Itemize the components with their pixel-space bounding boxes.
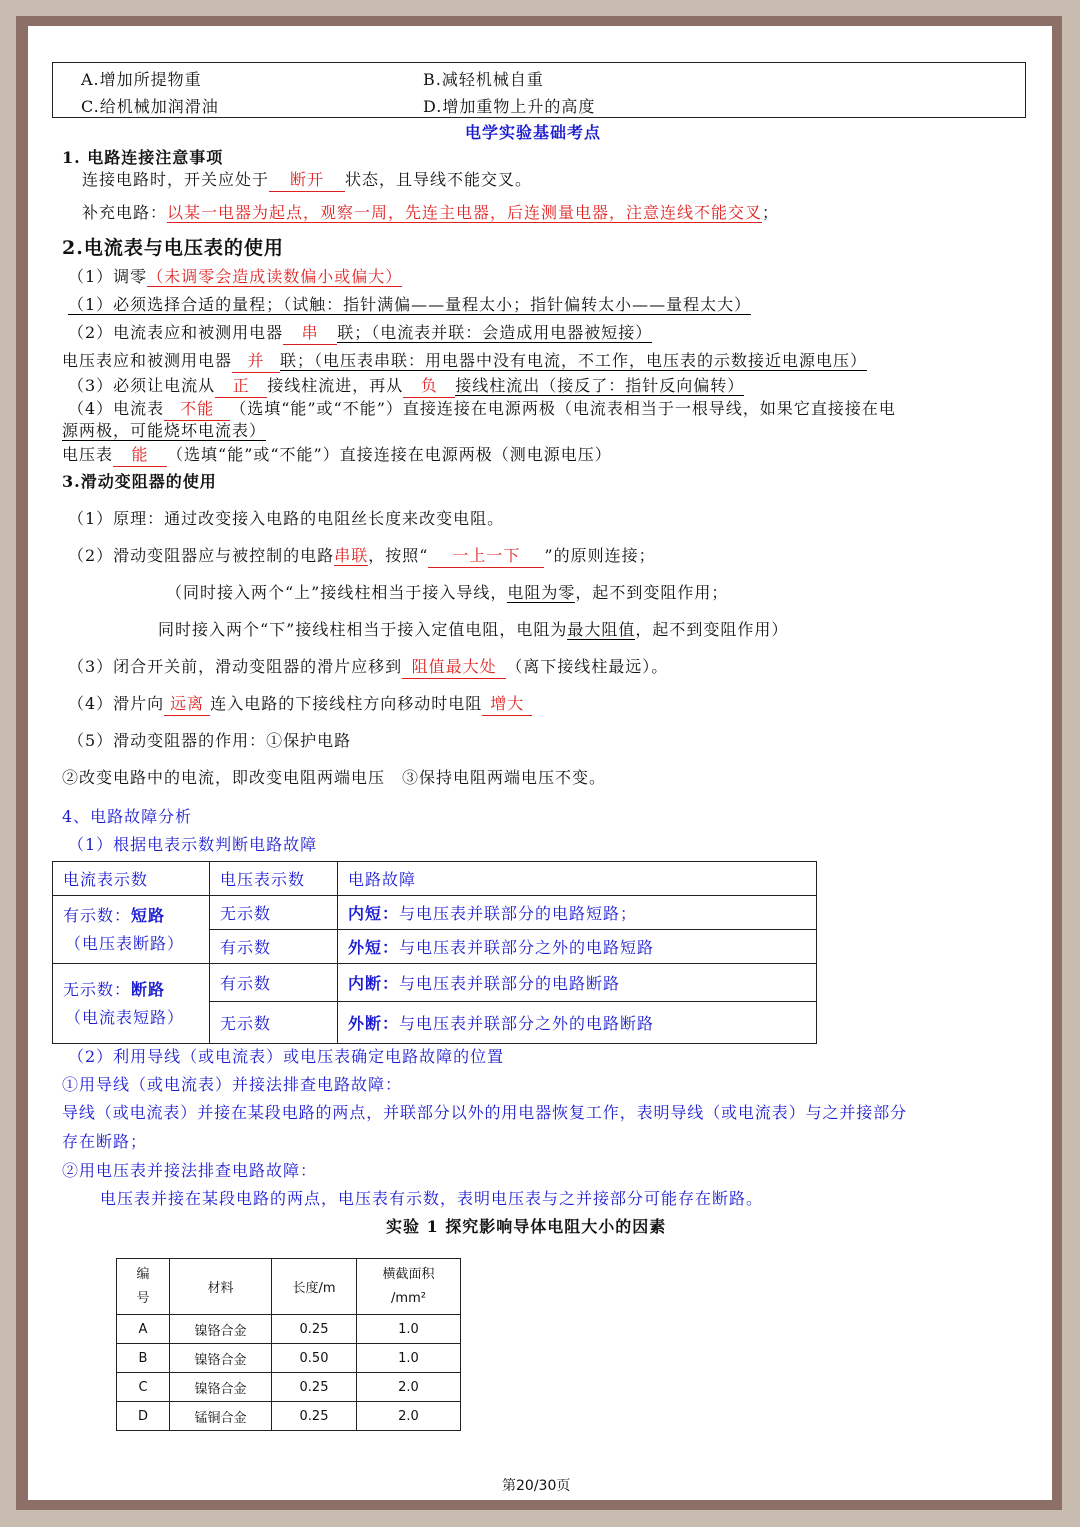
s4-sub1: （1）根据电表示数判断电路故障 — [68, 835, 318, 854]
experiment-title: 实验 1 探究影响导体电阻大小的因素 — [386, 1217, 667, 1236]
s3-p7: （5）滑动变阻器的作用：①保护电路 — [68, 731, 352, 750]
cell-r1-fault: 内短：与电压表并联部分的电路短路； — [338, 896, 817, 930]
row-d-area: 2.0 — [357, 1402, 461, 1431]
option-b: B.减轻机械自重 — [423, 70, 544, 89]
section-title: 电学实验基础考点 — [465, 123, 602, 142]
cell-r1-voltmeter: 无示数 — [210, 896, 338, 930]
blank-switch-state: 断开 — [269, 169, 345, 192]
th-id: 编 号 — [117, 1259, 170, 1315]
method2-text: 电压表并接在某段电路的两点，电压表有示数，表明电压表与之并接部分可能存在断路。 — [100, 1189, 764, 1208]
fault-table — [52, 861, 817, 1044]
s3-p2: （2）滑动变阻器应与被控制的电路串联，按照“ 一上一下 ”的原则连接； — [68, 545, 656, 568]
s2-heading: 2.电流表与电压表的使用 — [62, 237, 284, 259]
s2-l8: 电压表 能 （选填“能”或“不能”）直接连接在电源两极（测电源电压） — [62, 444, 612, 467]
row-b-id: B — [117, 1344, 170, 1373]
method1-text2: 存在断路； — [62, 1132, 148, 1151]
cell-r4-fault: 外断：与电压表并联部分之外的电路断路 — [338, 1002, 817, 1044]
s3-p4: 同时接入两个“下”接线柱相当于接入定值电阻，电阻为最大阻值，起不到变阻作用） — [158, 620, 789, 639]
s1-line2: 补充电路：以某一电器为起点，观察一周，先连主电器，后连测量电器，注意连线不能交叉； — [82, 203, 780, 222]
option-a: A.增加所提物重 — [81, 70, 202, 89]
th-length: 长度/m — [272, 1259, 357, 1315]
method2-title: ②用电压表并接法排查电路故障： — [62, 1161, 318, 1180]
option-c: C.给机械加润滑油 — [81, 97, 219, 116]
answer-options-box — [52, 62, 1026, 118]
row-a-material: 镍铬合金 — [170, 1315, 272, 1344]
row-a-id: A — [117, 1315, 170, 1344]
s3-p3: （同时接入两个“上”接线柱相当于接入导线，电阻为零，起不到变阻作用； — [166, 583, 729, 602]
s2-l7: 源两极，可能烧坏电流表） — [62, 421, 267, 440]
s1-line1: 连接电路时，开关应处于 断开 状态，且导线不能交叉。 — [82, 169, 532, 192]
th-voltmeter: 电压表示数 — [210, 862, 338, 896]
s1-heading: 1. 电路连接注意事项 — [62, 148, 224, 167]
s3-p5: （3）闭合开关前，滑动变阻器的滑片应移到 阻值最大处 （离下接线柱最远）。 — [68, 656, 668, 679]
s2-l6: （4）电流表 不能 （选填“能”或“不能”）直接连接在电源两极（电流表相当于一根导线，如果它直接接在电 — [68, 398, 896, 421]
s2-l1: （1）调零（未调零会造成读数偏小或偏大） — [68, 267, 403, 286]
group-short: 有示数：短路 （电压表断路） — [53, 896, 210, 964]
method1-text1: 导线（或电流表）并接在某段电路的两点，并联部分以外的用电器恢复工作，表明导线（或电流表）与之并接部分 — [62, 1103, 908, 1122]
cell-r2-voltmeter: 有示数 — [210, 930, 338, 964]
method1-title: ①用导线（或电流表）并接法排查电路故障： — [62, 1075, 403, 1094]
th-area: 横截面积 /mm² — [357, 1259, 461, 1315]
s3-p8: ②改变电路中的电流，即改变电阻两端电压 ③保持电阻两端电压不变。 — [62, 768, 607, 787]
s2-l5: （3）必须让电流从 正 接线柱流进，再从 负 接线柱流出（接反了：指针反向偏转） — [68, 375, 744, 398]
row-d-id: D — [117, 1402, 170, 1431]
row-a-length: 0.25 — [272, 1315, 357, 1344]
th-ammeter: 电流表示数 — [53, 862, 210, 896]
row-d-material: 锰铜合金 — [170, 1402, 272, 1431]
cell-r3-fault: 内断：与电压表并联部分的电路断路 — [338, 964, 817, 1002]
s2-l2: （1）必须选择合适的量程；（试触：指针满偏——量程太小；指针偏转太小——量程太大） — [68, 295, 752, 314]
page-number: 第20/30页 — [502, 1478, 571, 1494]
row-c-material: 镍铬合金 — [170, 1373, 272, 1402]
row-b-material: 镍铬合金 — [170, 1344, 272, 1373]
group-open: 无示数：断路 （电流表短路） — [53, 964, 210, 1044]
row-c-area: 2.0 — [357, 1373, 461, 1402]
s2-l3: （2）电流表应和被测用电器 串 联；（电流表并联：会造成用电器被短接） — [68, 322, 652, 345]
s4-heading: 4、电路故障分析 — [62, 807, 193, 826]
cell-r2-fault: 外短：与电压表并联部分之外的电路短路 — [338, 930, 817, 964]
document-page — [28, 26, 1052, 1500]
s3-p1: （1）原理：通过改变接入电路的电阻丝长度来改变电阻。 — [68, 509, 505, 528]
th-fault: 电路故障 — [338, 862, 817, 896]
s2-l4: 电压表应和被测用电器 并 联；（电压表串联：用电器中没有电流，不工作，电压表的示数接近电源电压） — [62, 350, 867, 373]
s3-heading: 3.滑动变阻器的使用 — [62, 472, 217, 491]
row-b-area: 1.0 — [357, 1344, 461, 1373]
experiment-table — [116, 1258, 461, 1431]
row-c-length: 0.25 — [272, 1373, 357, 1402]
cell-r3-voltmeter: 有示数 — [210, 964, 338, 1002]
row-b-length: 0.50 — [272, 1344, 357, 1373]
s3-p6: （4）滑片向 远离 连入电路的下接线柱方向移动时电阻 增大 — [68, 693, 532, 716]
s4-sub2: （2）利用导线（或电流表）或电压表确定电路故障的位置 — [68, 1047, 505, 1066]
row-c-id: C — [117, 1373, 170, 1402]
cell-r4-voltmeter: 无示数 — [210, 1002, 338, 1044]
th-material: 材料 — [170, 1259, 272, 1315]
option-d: D.增加重物上升的高度 — [423, 97, 596, 116]
row-a-area: 1.0 — [357, 1315, 461, 1344]
row-d-length: 0.25 — [272, 1402, 357, 1431]
